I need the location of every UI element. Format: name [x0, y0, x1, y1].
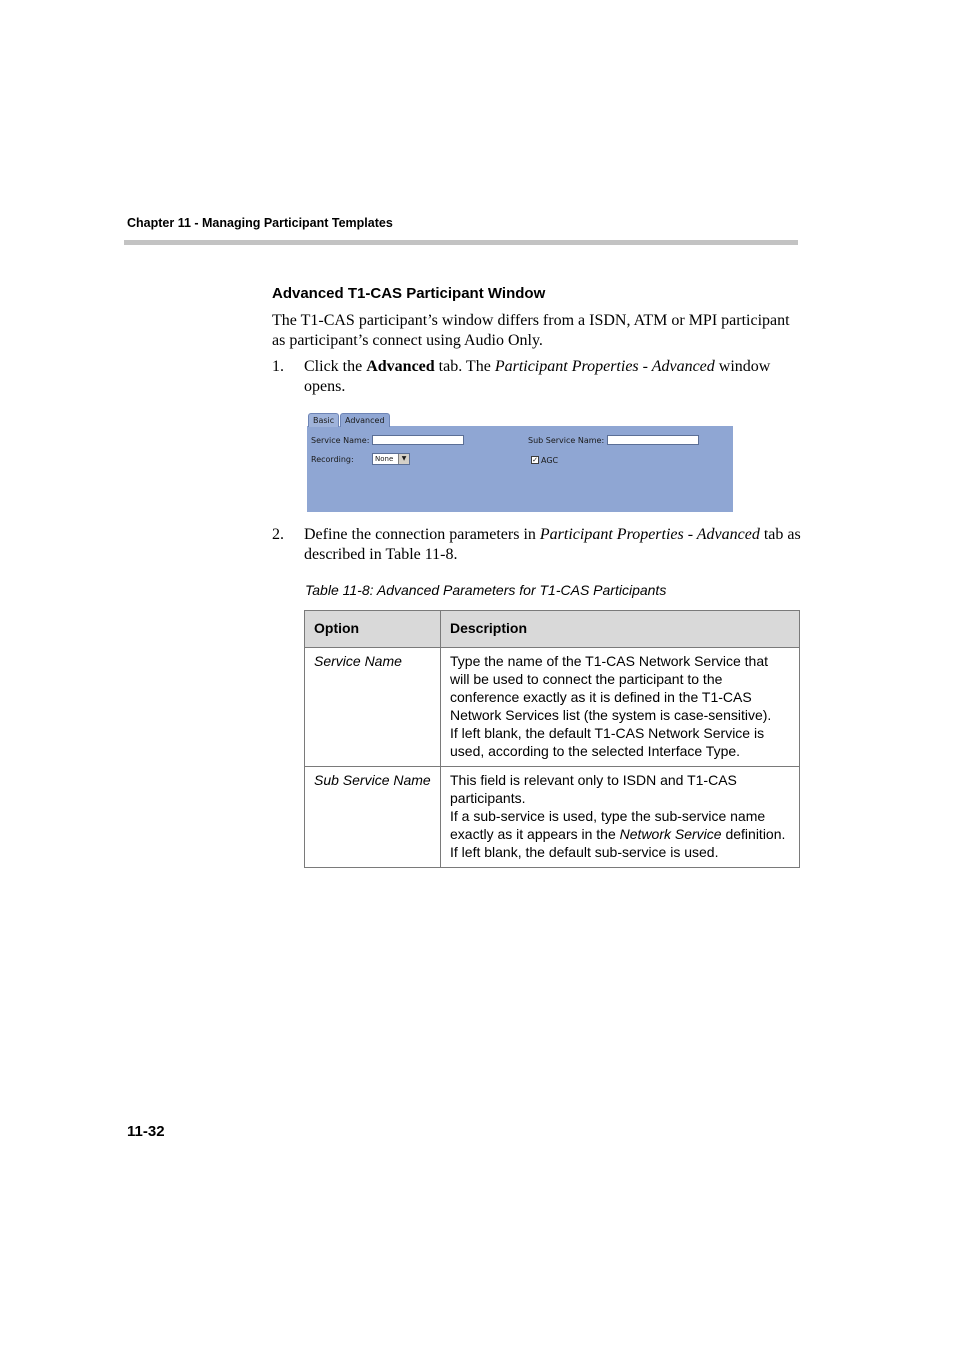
tab-basic[interactable]: Basic [308, 413, 339, 427]
header-rule [124, 240, 798, 245]
step-text-part: tab as described in Table 11-8. [304, 526, 801, 563]
description-text-italic: Network Service [619, 826, 722, 842]
description-text-part: definition. [721, 826, 786, 842]
step-text-italic: Participant Properties - Advanced [494, 358, 715, 375]
tab-advanced[interactable]: Advanced [340, 413, 390, 427]
column-header-description: Description [441, 611, 800, 648]
step-text [304, 525, 804, 565]
description-cell [441, 767, 800, 868]
table-row [305, 767, 800, 868]
step-text-italic: Participant Properties - Advanced [539, 526, 760, 543]
recording-label: Recording: [311, 455, 354, 464]
step-text-part: Define the connection parameters in [304, 526, 540, 543]
step-number: 2. [272, 526, 284, 543]
agc-label: AGC [541, 456, 559, 465]
table-row [305, 648, 800, 767]
service-name-label: Service Name: [311, 436, 370, 445]
step-text-bold: Advanced [366, 358, 435, 375]
step-text [304, 357, 804, 397]
table-caption: Table 11-8: Advanced Parameters for T1-CAS Participants [305, 582, 667, 598]
description-cell [441, 648, 800, 767]
chapter-header: Chapter 11 - Managing Participant Templates [127, 216, 393, 230]
intro-paragraph: The T1-CAS participant’s window differs from a ISDN, ATM or MPI participant as participant’s connect using Audio Only. [272, 312, 790, 349]
service-name-input[interactable] [372, 435, 464, 445]
tab-strip [307, 412, 733, 426]
recording-value: None [375, 455, 394, 463]
table-header-row [305, 611, 800, 648]
step-number: 1. [272, 358, 284, 375]
description-text-part: If a sub-service is used, type the sub-service name exactly as it appears in the [450, 808, 766, 842]
sub-service-name-label: Sub Service Name: [528, 436, 605, 445]
description-text: If left blank, the default sub-service is used. [450, 844, 719, 860]
agc-checkbox[interactable]: ✓ [532, 456, 538, 464]
page-number: 11-32 [127, 1123, 165, 1140]
column-header-option: Option [305, 611, 441, 648]
step-text-part: tab. The [434, 358, 495, 375]
option-cell: Service Name [305, 648, 441, 767]
description-text: Type the name of the T1-CAS Network Service that will be used to connect the participant to the conference exactly as it is defined in the T1-CAS Network Services list (the system is case-sensitive). [450, 653, 772, 723]
step-text-part: Click the [304, 358, 367, 375]
description-text: This field is relevant only to ISDN and T1-CAS participants. [450, 772, 737, 806]
description-text [450, 807, 790, 843]
chevron-down-icon: ▼ [398, 454, 409, 464]
sub-service-name-input[interactable] [607, 435, 699, 445]
step-text-part: window opens. [304, 358, 771, 395]
parameters-table [304, 610, 800, 868]
section-title: Advanced T1-CAS Participant Window [272, 285, 546, 302]
recording-select[interactable] [372, 453, 410, 465]
description-text: If left blank, the default T1-CAS Network Service is used, according to the selected Interface Type. [450, 725, 765, 759]
participant-properties-advanced-screenshot [307, 412, 733, 512]
option-cell: Sub Service Name [305, 767, 441, 868]
